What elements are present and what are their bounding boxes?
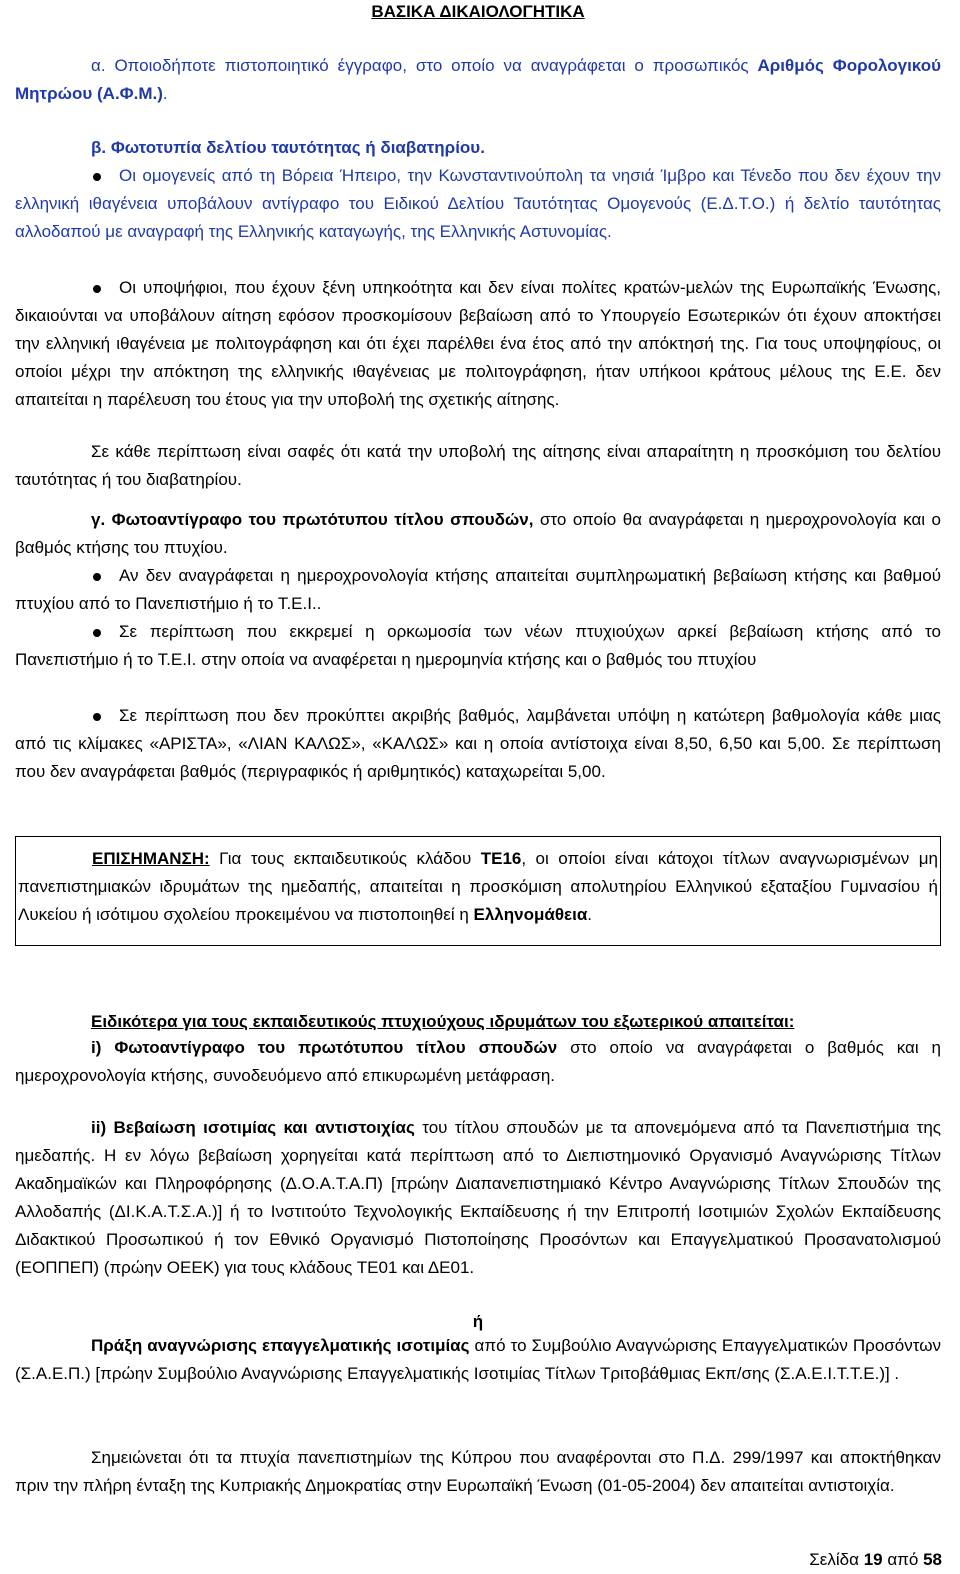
notice-text-2: , οι οποίοι είναι κάτοχοι τίτλων αναγνωρισμένων μη πανεπιστημιακών ιδρυμάτων της ημεδαπής, απαιτείται η προσκόμιση απολυτηρίου Ελληνικού εξαταξίου Γυμνασίου ή Λυκείου ή ισότιμου σχολείου προκειμένου να πιστοποιηθεί η <box>18 849 939 924</box>
footer-page: 19 <box>863 1550 883 1569</box>
foreign-item-i <box>15 1034 941 1090</box>
item-a-suffix: . <box>162 84 168 103</box>
item-b-heading: β. Φωτοτυπία δελτίου ταυτότητας ή διαβατηρίου. <box>91 138 485 157</box>
item-c-bullet-3-text: Σε περίπτωση που δεν προκύπτει ακριβής βαθμός, λαμβάνεται υπόψη η κατώτερη βαθμολογία κάθε μιας από τις κλίμακες «ΑΡΙΣΤΑ», «ΛΙΑΝ ΚΑΛΩΣ», «ΚΑΛΩΣ» και η οποία αντίστοιχα είναι 8,50, 6,50 και 5,00. Σε περίπτωση που δεν αναγράφεται βαθμός (περιγραφικός ή αριθμητικός) καταχωρείται 5,00. <box>15 706 941 781</box>
item-b-note: Σε κάθε περίπτωση είναι σαφές ότι κατά την υποβολή της αίτησης είναι απαραίτητη η προσκόμιση του δελτίου ταυτότητας ή του διαβατηρίου. <box>15 442 941 489</box>
item-a <box>15 52 941 108</box>
item-b-bullet-2-text: Οι υποψήφιοι, που έχουν ξένη υπηκοότητα και δεν είναι πολίτες κρατών-μελών της Ευρωπαϊκής Ένωσης, δικαιούνται να υποβάλουν αίτηση εφόσον προσκομίσουν βεβαίωση από το Υπουργείο Εσωτερικών ότι έχουν αποκτήσει την ελληνική ιθαγένεια με πολιτογράφηση και ότι έχει παρέλθει ένα έτος από την απόκτησή της. Για τους υποψηφίους, οι οποίοι μέχρι την απόκτηση της ελληνικής ιθαγένειας με πολιτογράφηση, ήταν υπήκοοι κράτους μέλους της Ε.Ε. δεν απαιτείται η παρέλευση του έτους για την υποβολή της σχετικής αίτησης. <box>15 278 941 409</box>
notice-te16: ΤΕ16 <box>480 849 522 868</box>
item-c-rest: στο οποίο θα αναγράφεται η ημεροχρονολογία και ο βαθμός κτήσης του πτυχίου. <box>15 510 942 557</box>
item-c-bullet-2-text: Σε περίπτωση που εκκρεμεί η ορκωμοσία των νέων πτυχιούχων αρκεί βεβαίωση κτήσης από το Πανεπιστήμιο ή το Τ.Ε.Ι. στην οποία να αναφέρεται η ημερομηνία κτήσης και ο βαθμός του πτυχίου <box>15 622 941 669</box>
bullet-icon <box>93 173 101 181</box>
foreign-item-ii <box>15 1114 941 1282</box>
foreign-recognition-label: Πράξη αναγνώρισης επαγγελματικής ισοτιμίας <box>91 1336 470 1355</box>
foreign-item-i-text: στο οποίο να αναγράφεται ο βαθμός και η ημεροχρονολογία κτήσης, συνοδευόμενο από επικυρωμένη μετάφραση. <box>15 1038 941 1085</box>
notice-label: ΕΠΙΣΗΜΑΝΣΗ: <box>92 849 210 868</box>
bullet-icon <box>93 713 101 721</box>
bullet-icon <box>93 573 101 581</box>
notice-text-1: Για τους εκπαιδευτικούς κλάδου <box>209 849 481 868</box>
foreign-heading: Ειδικότερα για τους εκπαιδευτικούς πτυχιούχους ιδρυμάτων του εξωτερικού απαιτείται: <box>91 1012 795 1031</box>
notice-text-3: . <box>587 905 593 924</box>
item-a-afm: Αριθμός Φορολογικού Μητρώου (Α.Φ.Μ.) <box>15 56 941 103</box>
footer-of: από <box>882 1550 924 1569</box>
item-b-bullet-1-blue: Οι ομογενείς από τη Βόρεια Ήπειρο, την Κωνσταντινούπολη τα νησιά Ίμβρο και Τένεδο που δεν έχουν την ελληνική ιθαγένεια υποβάλουν αντίγραφο του Ειδικού Δελτίου Ταυτότητας Ομογενούς (Ε.Δ.Τ.Ο.) <box>15 166 941 213</box>
item-c-prefix: γ. <box>91 510 112 529</box>
foreign-item-ii-text: του τίτλου σπουδών με τα απονεμόμενα από τα Πανεπιστήμια της ημεδαπής. Η εν λόγω βεβαίωση χορηγείται κατά περίπτωση από το Διεπιστημονικό Οργανισμό Αναγνώρισης Τίτλων Ακαδημαϊκών και Πληροφόρησης (Δ.Ο.Α.Τ.Α.Π) [πρώην Διαπανεπιστημιακό Κέντρο Αναγνώρισης Τίτλων Σπουδών της Αλλοδαπής (ΔΙ.Κ.Α.Τ.Σ.Α.)] ή το Ινστιτούτο Τεχνολογικής Εκπαίδευσης ή την Επιτροπή Ισοτιμιών Σχολών Εκπαίδευσης Διδακτικού Προσωπικού ή τον Εθνικό Οργανισμό Πιστοποίησης Προσόντων και Επαγγελματικού Προσανατολισμού (ΕΟΠΠΕΠ) (πρώην ΟΕΕΚ) για τους κλάδους ΤΕ01 και ΔΕ01. <box>15 1118 941 1277</box>
page-footer <box>809 1546 942 1574</box>
item-b-bullet-2 <box>15 274 941 414</box>
item-b-bullet-1-rest: ή δελτίο ταυτότητας αλλοδαπού με αναγραφή της Ελληνικής καταγωγής, της Ελληνικής Αστυνομίας. <box>15 194 941 241</box>
item-c-bullet-1 <box>15 562 941 618</box>
notice-greek: Ελληνομάθεια <box>473 905 588 924</box>
footer-label: Σελίδα <box>809 1550 864 1569</box>
foreign-recognition-text: από το Συμβούλιο Αναγνώρισης Επαγγελματικών Προσόντων (Σ.Α.Ε.Π.) [πρώην Συμβούλιο Αναγνώρισης Επαγγελματικής Ισοτιμίας Τίτλων Τριτοβάθμιας Εκπ/σης (Σ.Α.Ε.Ι.Τ.Τ.Ε.)] . <box>15 1336 942 1383</box>
foreign-item-ii-label: ii) Βεβαίωση ισοτιμίας και αντιστοιχίας <box>91 1118 415 1137</box>
item-c <box>15 506 941 562</box>
cyprus-note: Σημειώνεται ότι τα πτυχία πανεπιστημίων της Κύπρου που αναφέρονται στο Π.Δ. 299/1997 και αποκτήθηκαν πριν την πλήρη ένταξη της Κυπριακής Δημοκρατίας στην Ευρωπαϊκή Ένωση (01-05-2004) δεν απαιτείται αντιστοιχία. <box>15 1448 941 1495</box>
bullet-icon <box>93 285 101 293</box>
item-c-bullet-2 <box>15 618 941 674</box>
page-title: ΒΑΣΙΚΑ ΔΙΚΑΙΟΛΟΓΗΤΙΚΑ <box>371 2 585 21</box>
item-c-bold: Φωτοαντίγραφο του πρωτότυπου τίτλου σπουδών, <box>111 510 534 529</box>
notice-box <box>15 836 941 946</box>
foreign-recognition <box>15 1332 941 1388</box>
item-a-text: α. Οποιοδήποτε πιστοποιητικό έγγραφο, στο οποίο να αναγράφεται ο προσωπικός <box>91 56 758 75</box>
footer-total: 58 <box>923 1550 942 1569</box>
item-c-bullet-1-text: Αν δεν αναγράφεται η ημεροχρονολογία κτήσης απαιτείται συμπληρωματική βεβαίωση κτήσης και βαθμού πτυχίου από το Πανεπιστήμιο ή το Τ.Ε.Ι.. <box>15 566 941 613</box>
item-c-bullet-3 <box>15 702 941 786</box>
item-b-bullet-1 <box>15 162 941 246</box>
bullet-icon <box>93 629 101 637</box>
foreign-item-i-label: i) Φωτοαντίγραφο του πρωτότυπου τίτλου σπουδών <box>91 1038 558 1057</box>
or-separator: ή <box>472 1312 484 1331</box>
